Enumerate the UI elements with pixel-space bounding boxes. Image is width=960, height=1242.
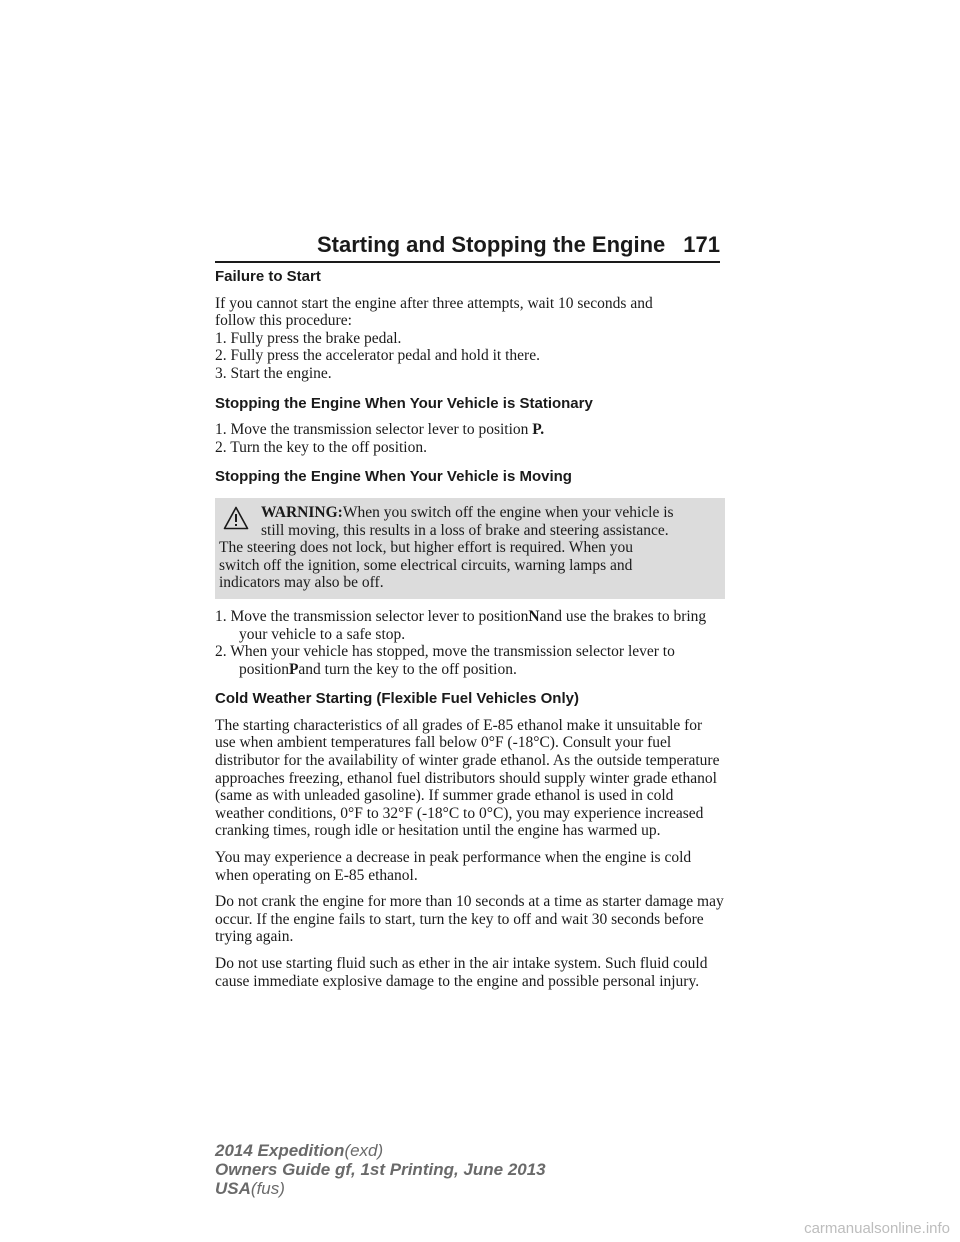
- failure-step-2: 2. Fully press the accelerator pedal and hold it there.: [215, 347, 540, 365]
- page-header: [215, 232, 720, 258]
- stationary-step-2: 2. Turn the key to the off position.: [215, 438, 427, 456]
- heading-moving: Stopping the Engine When Your Vehicle is Moving: [215, 468, 572, 486]
- warning-line-5: indicators may also be off.: [219, 574, 384, 592]
- warning-line-1: WARNING:When you switch off the engine when your vehicle is: [261, 503, 674, 521]
- cold-paragraph-4: Do not use starting fluid such as ether in the air intake system. Such fluid could cause immediate explosive damage to the engine and possible personal injury.: [215, 955, 708, 990]
- watermark: carmanualsonline.info: [804, 1220, 950, 1237]
- warning-triangle-icon: [223, 506, 249, 530]
- heading-cold-weather: Cold Weather Starting (Flexible Fuel Vehicles Only): [215, 690, 579, 708]
- warning-label: WARNING:: [261, 503, 343, 521]
- warning-line-4: switch off the ignition, some electrical circuits, warning lamps and: [219, 556, 633, 574]
- footer-line-1: 2014 Expedition(exd): [215, 1141, 384, 1160]
- cold-paragraph-3: Do not crank the engine for more than 10 seconds at a time as starter damage may occur. If the engine fails to start, turn the key to off and wait 30 seconds before trying again.: [215, 893, 724, 946]
- cold-paragraph-1: The starting characteristics of all grades of E-85 ethanol make it unsuitable for use when ambient temperatures fall below 0°F (-18°C). Consult your fuel distributor for the availability of winter grade ethanol. As the outside temperature approaches freezing, ethanol fuel distributors should supply winter grade ethanol (same as with unleaded gasoline). If summer grade ethanol is used in cold weather conditions, 0°F to 32°F (-18°C to 0°C), you may experience increased cranking times, rough idle or hesitation until the engine has warmed up.: [215, 716, 720, 840]
- failure-step-1: 1. Fully press the brake pedal.: [215, 329, 402, 347]
- heading-stationary: Stopping the Engine When Your Vehicle is Stationary: [215, 394, 593, 412]
- moving-step-1: 1. Move the transmission selector lever to positionNand use the brakes to bring your vehicle to a safe stop.: [215, 607, 707, 643]
- warning-line-3: The steering does not lock, but higher effort is required. When you: [219, 539, 633, 557]
- page-content: [215, 268, 725, 990]
- footer-line-3: USA(fus): [215, 1179, 285, 1198]
- failure-intro-line1: If you cannot start the engine after three attempts, wait 10 seconds and: [215, 294, 653, 312]
- heading-failure-to-start: Failure to Start: [215, 268, 321, 285]
- footer-line-2: Owners Guide gf, 1st Printing, June 2013: [215, 1160, 546, 1179]
- warning-line-2: still moving, this results in a loss of brake and steering assistance.: [261, 521, 669, 539]
- page-number: 171: [683, 232, 720, 257]
- header-rule: [215, 261, 720, 263]
- warning-box: [215, 498, 725, 599]
- moving-step-2: 2. When your vehicle has stopped, move the transmission selector lever to positionPand turn the key to the off position.: [215, 643, 675, 678]
- page-footer: [215, 1141, 546, 1198]
- failure-step-3: 3. Start the engine.: [215, 364, 332, 382]
- cold-paragraph-2: You may experience a decrease in peak performance when the engine is cold when operating on E-85 ethanol.: [215, 849, 692, 884]
- failure-intro-line2: follow this procedure:: [215, 312, 352, 330]
- stationary-step-1: 1. Move the transmission selector lever to position P.: [215, 421, 545, 439]
- section-title: Starting and Stopping the Engine: [316, 232, 666, 257]
